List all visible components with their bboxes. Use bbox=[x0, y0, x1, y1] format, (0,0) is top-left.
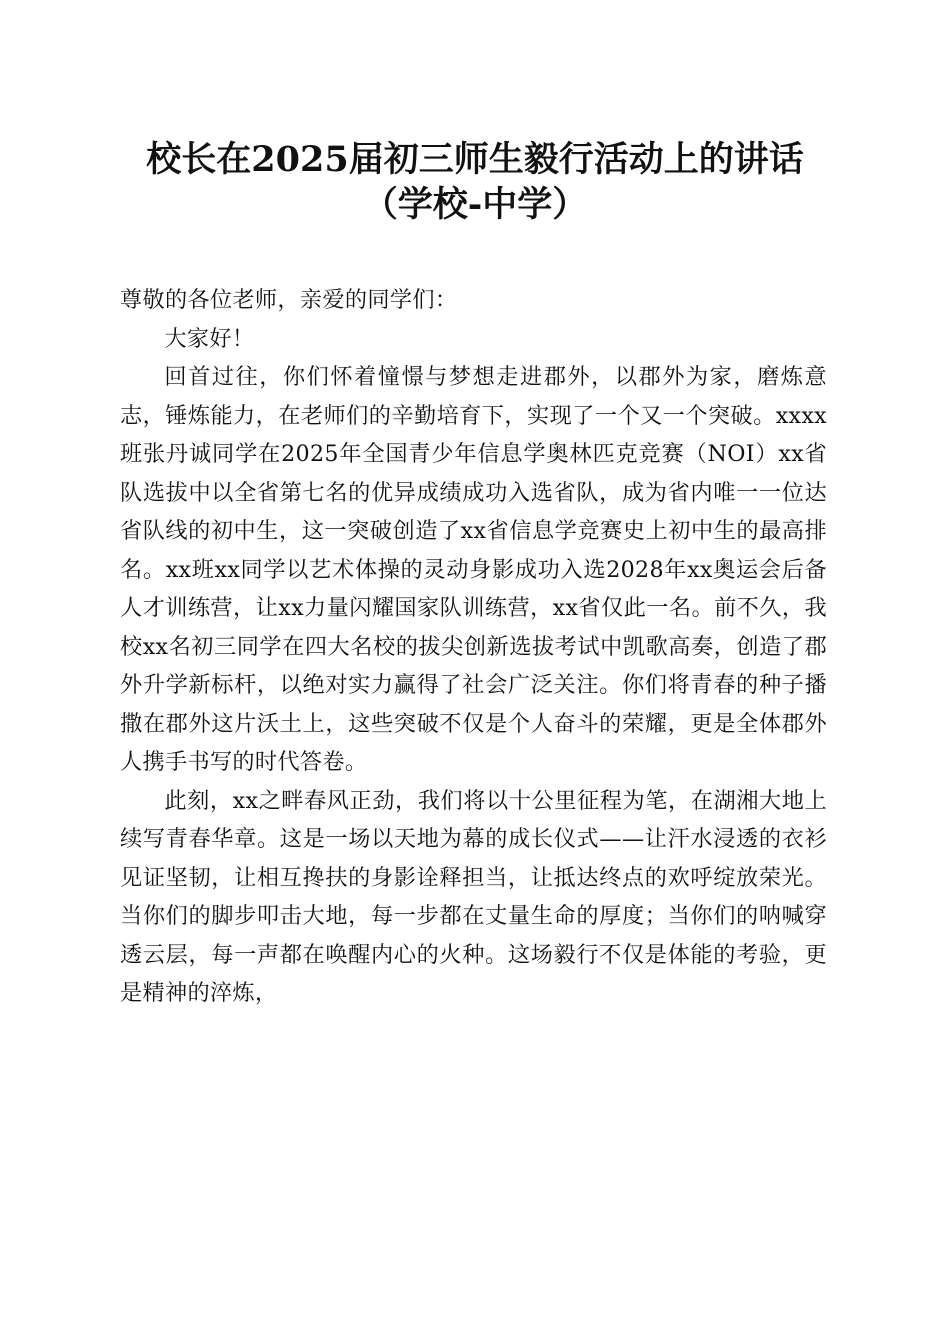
document-body bbox=[120, 281, 827, 1013]
salutation: 尊敬的各位老师，亲爱的同学们： bbox=[120, 287, 458, 313]
greeting: 大家好！ bbox=[164, 325, 255, 352]
paragraph: 回首过往，你们怀着憧憬与梦想走进郡外，以郡外为家，磨炼意志，锤炼能力，在老师们的辛勤培育下，实现了一个又一个突破。xxxx班张丹诚同学在2025年全国青少年信息学奥林匹克竞赛（NOI）xx省队选拔中以全省第七名的优异成绩成功入选省队，成为省内唯一一位达省队线的初中生，这一突破创造了xx省信息学竞赛史上初中生的最高排名。xx班xx同学以艺术体操的灵动身影成功入选2028年xx奥运会后备人才训练营，让xx力量闪耀国家队训练营，xx省仅此一名。前不久，我校xx名初三同学在四大名校的拔尖创新选拔考试中凯歌高奏，创造了郡外升学新标杆，以绝对实力赢得了社会广泛关注。你们将青春的种子播撒在郡外这片沃土上，这些突破不仅是个人奋斗的荣耀，更是全体郡外人携手书写的时代答卷。 bbox=[120, 364, 827, 775]
document-subtitle: （学校-中学） bbox=[362, 184, 588, 225]
document-title: 校长在2025届初三师生毅行活动上的讲话 bbox=[146, 139, 804, 180]
paragraph: 此刻，xx之畔春风正劲，我们将以十公里征程为笔，在湖湘大地上续写青春华章。这是一场以天地为幕的成长仪式——让汗水浸透的衣衫见证坚韧，让相互搀扶的身影诠释担当，让抵达终点的欢呼绽放荣光。当你们的脚步叩击大地，每一步都在丈量生命的厚度；当你们的呐喊穿透云层，每一声都在唤醒内心的火种。这场毅行不仅是体能的考验，更是精神的淬炼， bbox=[120, 787, 827, 1006]
